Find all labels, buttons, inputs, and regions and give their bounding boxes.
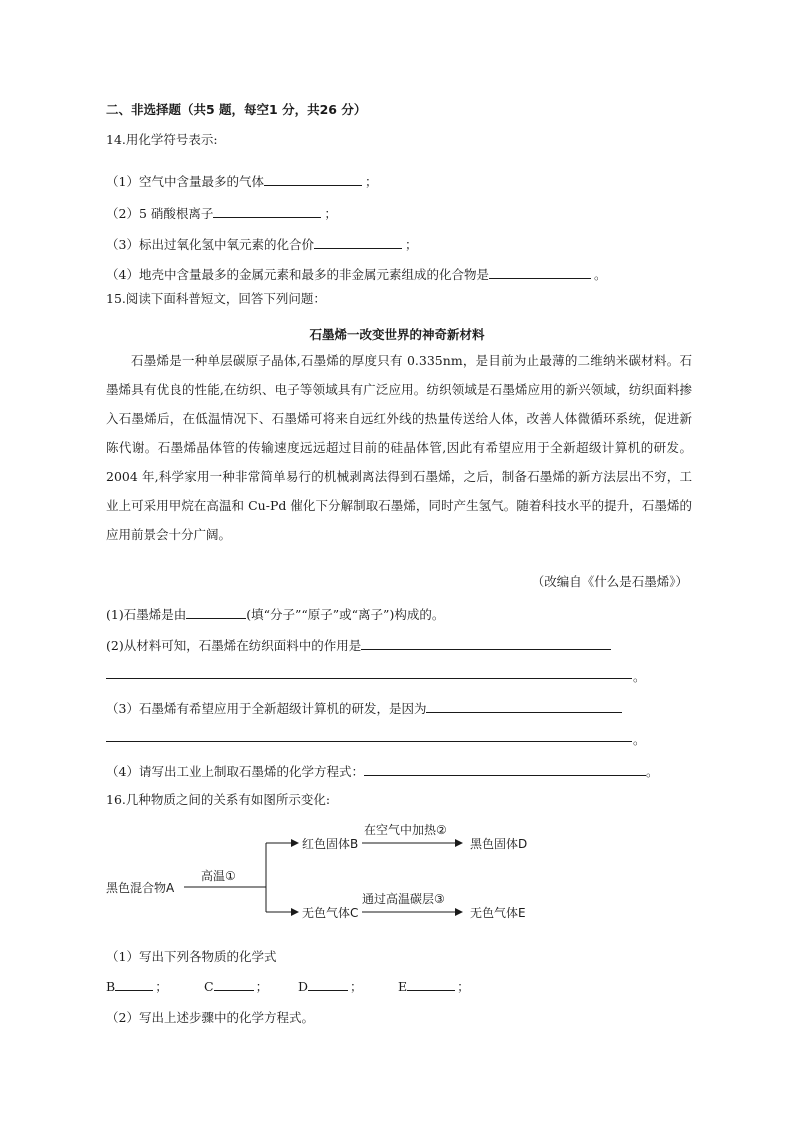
reaction-diagram [106,818,566,928]
answer-blank[interactable] [489,266,591,279]
answer-line[interactable] [106,678,632,679]
answer-line[interactable] [106,741,632,742]
q15-sub-1 [106,605,444,623]
answer-blank[interactable] [308,978,348,991]
q16-stem: 16.几种物质之间的关系有如图所示变化: [106,792,331,807]
article-body [106,346,692,549]
blank-b-label: B [106,979,116,994]
answer-blank[interactable] [214,978,254,991]
q15-sub-2-period: 。 [633,669,646,684]
separator: ； [457,979,470,994]
step-3-label: 通过高温碳层③ [362,892,445,906]
answer-blank[interactable] [213,205,321,218]
q14-item-4-end: 。 [593,267,607,282]
q14-item-2 [106,204,337,222]
q15-sub-4-period: 。 [645,764,659,779]
q15-sub-2-text: (2)从材料可知，石墨烯在纺织面料中的作用是 [106,638,362,653]
blank-d-label: D [298,979,309,994]
q14-item-2-text: （2）5 硝酸根离子 [106,206,214,221]
q14-item-4-text: （4）地壳中含量最多的金属元素和最多的非金属元素组成的化合物是 [106,267,489,282]
node-a: 黑色混合物A [106,881,175,895]
q14-item-3-end: ； [404,237,418,252]
blank-e-label: E [398,979,408,994]
q14-item-1-text: （1）空气中含量最多的气体 [106,174,264,189]
q14-item-1-end: ； [364,174,378,189]
q15-sub-3-period: 。 [633,732,646,747]
blank-b [106,977,168,995]
answer-blank[interactable] [264,173,362,186]
answer-blank[interactable] [407,978,455,991]
q14-item-1 [106,172,377,190]
separator: ； [255,979,269,994]
q15-sub-3-text: （3）石墨烯有希望应用于全新超级计算机的研发，是因为 [106,701,427,716]
q16-sub-2: （2）写出上述步骤中的化学方程式。 [106,1010,314,1025]
q14-item-4 [106,265,606,283]
step-1-label: 高温① [201,869,236,883]
answer-blank[interactable] [115,978,153,991]
q15-sub-2 [106,636,611,654]
q15-sub-4-text: （4）请写出工业上制取石墨烯的化学方程式： [106,764,364,779]
q15-stem: 15.阅读下面科普短文，回答下列问题： [106,291,326,306]
q14-item-3-text: （3）标出过氧化氢中氧元素的化合价 [106,237,314,252]
q15-sub-1-text: (1)石墨烯是由 [106,607,187,622]
separator: ； [350,979,363,994]
answer-blank[interactable] [426,700,622,713]
blank-d [298,977,363,995]
blank-e [398,977,470,995]
answer-blank[interactable] [361,637,611,650]
answer-blank[interactable] [314,236,402,249]
article-paragraph: 石墨烯是一种单层碳原子晶体,石墨烯的厚度只有 0.335nm，是目前为止最薄的二维纳米碳材料。石墨烯具有优良的性能,在纺织、电子等领域具有广泛应用。纺织领域是石墨烯应用的新兴领域，纺织面料掺入石墨烯后，在低温情况下、石墨烯可将来自远红外线的热量传送给人体，改善人体微循环系统，促进新陈代谢。石墨烯晶体管的传输速度远远超过目前的硅晶体管,因此有希望应用于全新超级计算机的研发。2004 年,科学家用一种非常简单易行的机械剥离法得到石墨烯，之后，制备石墨烯的新方法层出不穷，工业上可采用甲烷在高温和 Cu-Pd 催化下分解制取石墨烯，同时产生氢气。随着科技水平的提升，石墨烯的应用前景会十分广阔。 [106,353,692,542]
q15-sub-3 [106,699,622,717]
q15-sub-1-suffix: (填“分子”“原子”或“离子”)构成的。 [246,607,445,622]
section-title: 二、非选择题（共5 题，每空1 分，共26 分） [106,102,367,117]
node-c: 无色气体C [302,906,359,920]
node-d: 黑色固体D [470,837,528,851]
q16-sub-1: （1）写出下列各物质的化学式 [106,949,277,964]
blank-c-label: C [204,979,214,994]
article-source: （改编自《什么是石墨烯》） [531,574,688,589]
q15-sub-4 [106,762,658,780]
node-b: 红色固体B [302,837,359,851]
q14-item-2-end: ； [324,206,337,221]
q14-item-3 [106,235,417,253]
article-title: 石墨烯一改变世界的神奇新材料 [309,327,485,342]
answer-blank[interactable] [364,763,646,776]
answer-blank[interactable] [186,606,246,619]
node-e: 无色气体E [470,906,526,920]
q14-stem: 14.用化学符号表示: [106,132,218,147]
separator: ； [155,979,168,994]
blank-c [204,977,268,995]
step-2-label: 在空气中加热② [364,823,447,837]
